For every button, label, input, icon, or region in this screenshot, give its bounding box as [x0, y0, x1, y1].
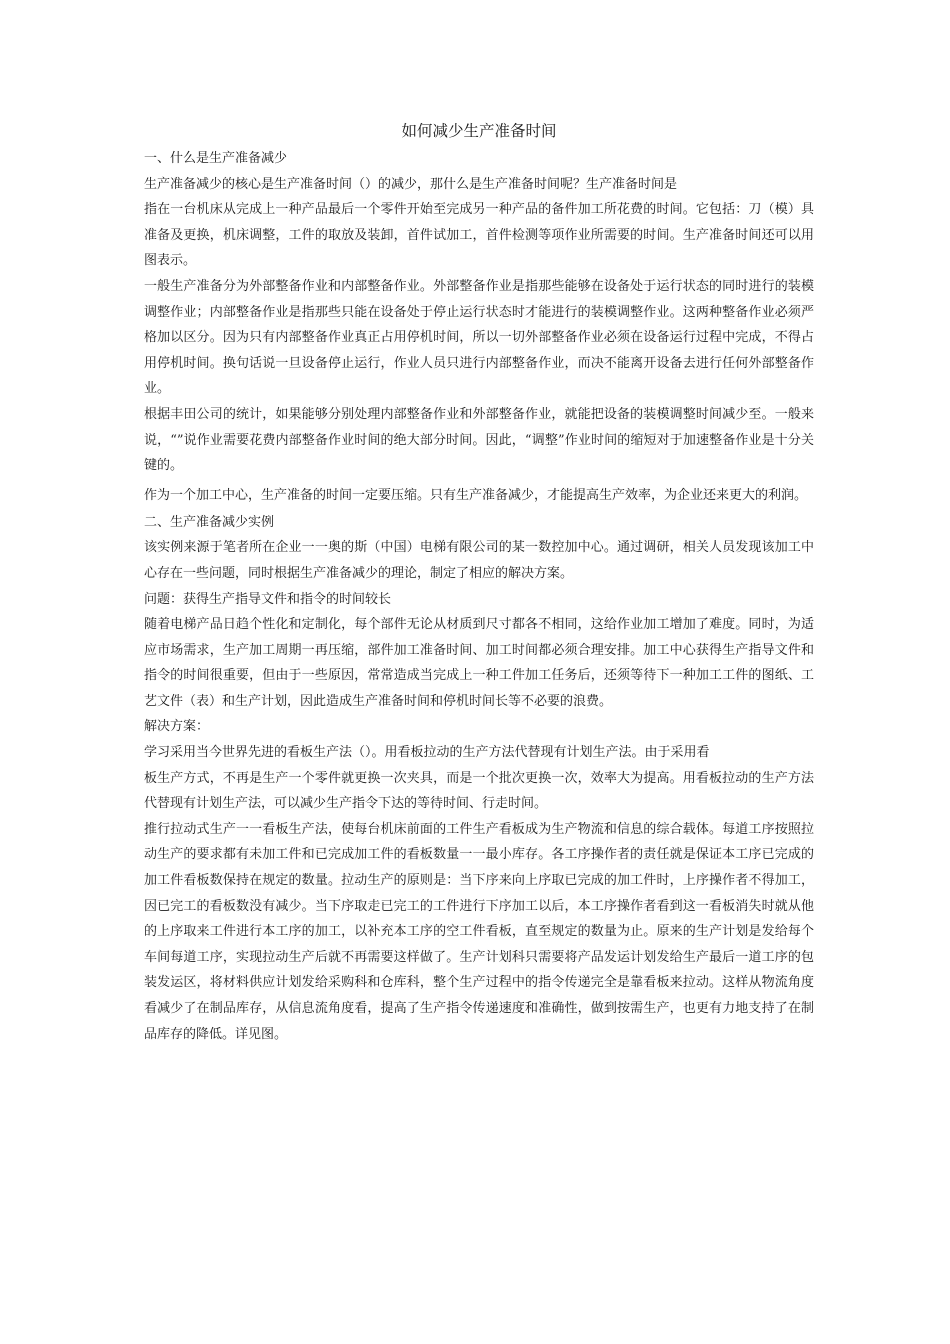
document-title: 如何减少生产准备时间: [401, 122, 557, 140]
paragraph: 推行拉动式生产一一看板生产法，使每台机床前面的工件生产看板成为生产物流和信息的综合载体。每道工序按照拉动生产的要求都有未加工件和已完成加工件的看板数量一一最小库存。各工序操作者的责任就是保证本工序已完成的加工件看板数保持在规定的数量。拉动生产的原则是：当下序来向上序取已完成的加工件时，上序操作者不得加工，因已完工的看板数没有减少。当下序取走已完工的工件进行下序加工以后，本工序操作者看到这一看板消失时就从他的上序取来工件进行本工序的加工，以补充本工序的空工件看板，直至规定的数量为止。原来的生产计划是发给每个车间每道工序，实现拉动生产后就不再需要这样做了。生产计划科只需要将产品发运计划发给生产最后一道工序的包装发运区，将材料供应计划发给采购科和仓库科，整个生产过程中的指令传递完全是靠看板来拉动。这样从物流角度看减少了在制品库存，从信息流角度看，提高了生产指令传递速度和准确性，做到按需生产，也更有力地支持了在制品库存的降低。详见图。: [144, 821, 814, 1042]
paragraph: 学习采用当今世界先进的看板生产法（）。用看板拉动的生产方法代替现有计划生产法。由于采用看: [144, 745, 710, 761]
section-heading: 二、生产准备减少实例: [144, 514, 275, 530]
paragraph: 生产准备减少的核心是生产准备时间（）的减少，那什么是生产准备时间呢？生产准备时间是: [144, 176, 678, 192]
section-heading: 一、什么是生产准备减少: [144, 151, 288, 166]
paragraph: 根据丰田公司的统计，如果能够分别处理内部整备作业和外部整备作业，就能把设备的装模调整时间减少至。一般来说，“”说作业需要花费内部整备作业时间的绝大部分时间。因此，“调整”作业时间的缩短对于加速整备作业是十分关键的。: [144, 406, 814, 474]
paragraph: 板生产方式，不再是生产一个零件就更换一次夹具，而是一个批次更换一次，效率大为提高。用看板拉动的生产方法代替现有计划生产法，可以减少生产指令下达的等待时间、行走时间。: [144, 770, 814, 812]
paragraph: 问题：获得生产指导文件和指令的时间较长: [144, 591, 392, 607]
paragraph: 解决方案：: [144, 719, 210, 735]
paragraph: 该实例来源于笔者所在企业一一奥的斯（中国）电梯有限公司的某一数控加中心。通过调研，相关人员发现该加工中心存在一些问题，同时根据生产准备减少的理论，制定了相应的解决方案。: [144, 540, 814, 581]
paragraph: 随着电梯产品日趋个性化和定制化，每个部件无论从材质到尺寸都各不相同，这给作业加工增加了难度。同时，为适应市场需求，生产加工周期一再压缩，部件加工准备时间、加工时间都必须合理安排。加工中心获得生产指导文件和指令的时间很重要，但由于一些原因，常常造成当完成上一种工件加工任务后，还须等待下一种加工工件的图纸、工艺文件（表）和生产计划，因此造成生产准备时间和停机时间长等不必要的浪费。: [144, 617, 814, 709]
paragraph: 指在一台机床从完成上一种产品最后一个零件开始至完成另一种产品的备件加工所花费的时间。它包括：刀（模）具准备及更换，机床调整，工件的取放及装卸，首件试加工，首件检测等项作业所需要的时间。生产准备时间还可以用图表示。: [144, 202, 814, 269]
document-page: [144, 112, 814, 1047]
paragraph: 一般生产准备分为外部整备作业和内部整备作业。外部整备作业是指那些能够在设备处于运行状态的同时进行的装模调整作业；内部整备作业是指那些只能在设备处于停止运行状态时才能进行的装模调整作业。这两种整备作业必须严格加以区分。因为只有内部整备作业真正占用停机时间，所以一切外部整备作业必须在设备运行过程中完成，不得占用停机时间。换句话说一旦设备停止运行，作业人员只进行内部整备作业，而决不能离开设备去进行任何外部整备作业。: [144, 278, 814, 397]
paragraph: 作为一个加工中心，生产准备的时间一定要压缩。只有生产准备减少，才能提高生产效率，为企业还来更大的利润。: [144, 487, 808, 503]
